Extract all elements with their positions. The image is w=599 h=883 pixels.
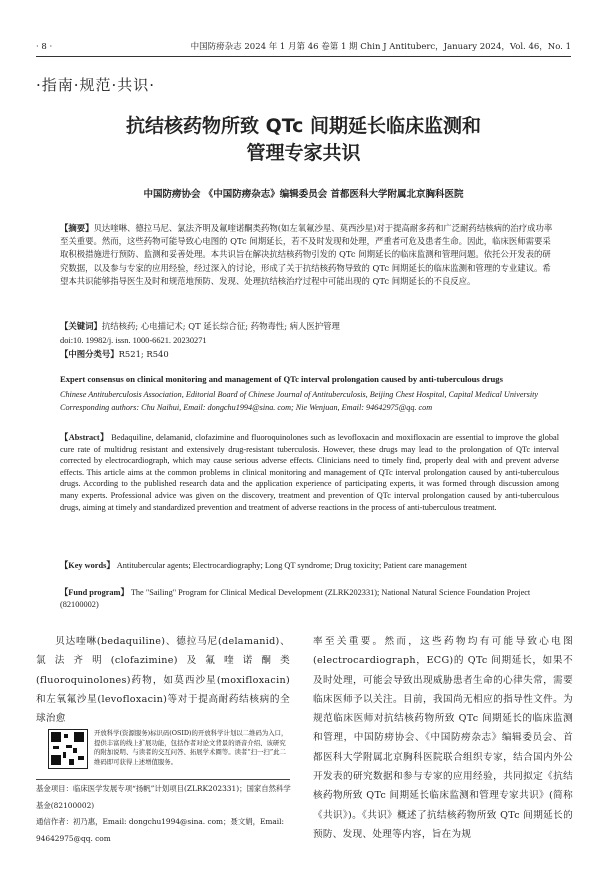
doi[interactable]: doi:10. 19982/j. issn. 1000-6621. 20230271 [60, 336, 207, 345]
header-rule [36, 56, 571, 57]
cn-keywords-label: 【关键词】 [60, 321, 102, 331]
cn-abstract-label: 【摘要】 [60, 223, 94, 233]
en-keywords-text: Antitubercular agents; Electrocardiography; Long QT syndrome; Drug toxicity; Patient care management [116, 561, 467, 570]
body-right-column: 率至关重要。然而，这些药物均有可能导致心电图(electrocardiograph，ECG)的 QTc 间期延长，如果不及时处理，可能会导致出现威胁患者生命的心律失常，需要临床医师予以关注。目前，我国尚无相应的指导性文件。为规范临床医师对抗结核药物所致 QTc 间期延长的临床监测和管理，中国防痨协会、《中国防痨杂志》编辑委员会、首都医科大学附属北京胸科医院联合组织专家，结合国内外公开发表的研究数据和参与专家的应用经验，共同拟定《抗结核药物所致 QTc 间期延长临床监测和管理专家共识》(简称《共识》)。《共识》概述了抗结核药物所致 QTc 间期延长的预防、发现、处理等内容，旨在为规 [313, 636, 573, 840]
en-abstract-label: 【Abstract】 [60, 433, 109, 442]
en-abstract [60, 432, 559, 513]
cn-abstract [60, 222, 559, 288]
page-number: · 8 · [36, 42, 53, 52]
osid-box [36, 729, 292, 771]
cn-keywords [60, 320, 559, 333]
cn-keywords-text: 抗结核药; 心电描记术; QT 延长综合征; 药物毒性; 病人医护管理 [101, 321, 340, 331]
footnote-contact: 通信作者：初乃惠，Email: dongchu1994@sina. com；聂文娟，Email: 94642975@qq. com [36, 817, 285, 843]
column-label: ·指南·规范·共识· [36, 76, 156, 94]
qr-code-icon[interactable] [48, 729, 88, 769]
en-orgs: Chinese Antituberculosis Association, Editorial Board of Chinese Journal of Antituberculosis, Beijing Chest Hospital, Capital Medical University [60, 390, 539, 399]
en-meta [60, 389, 559, 414]
footnote-rule [36, 779, 290, 780]
article-title [36, 113, 571, 167]
en-keywords [60, 560, 559, 572]
journal-info: 中国防痨杂志 2024 年 1 月第 46 卷第 1 期 Chin J Antituberc，January 2024，Vol. 46，No. 1 [190, 42, 571, 52]
en-title: Expert consensus on clinical monitoring and management of QTc interval prolongation caused by anti-tuberculous drugs [60, 374, 503, 384]
cn-class-codes: R521; R540 [118, 349, 169, 359]
cn-class-number [60, 348, 559, 361]
running-header [36, 40, 571, 52]
footnote [36, 781, 292, 847]
cn-class-label: 【中图分类号】 [60, 349, 119, 359]
authors: 中国防痨协会 《中国防痨杂志》编辑委员会 首都医科大学附属北京胸科医院 [143, 189, 464, 200]
title-line-2: 管理专家共识 [246, 142, 361, 164]
en-fund-label: 【Fund program】 [60, 588, 129, 597]
osid-note: 开放科学(资源服务)标识码(OSID)的开放科学计划以二维码为入口，提供丰富的线上扩展功能，包括作者对论文背景的语音介绍、该研究的附加说明、与读者的交互问答、拓展学术圈等。读者“扫一扫”此二维码即可获得上述增值服务。 [94, 729, 288, 766]
cn-abstract-text: 贝达喹啉、德拉马尼、氯法齐明及氟喹诺酮类药物(如左氧氟沙星、莫西沙星)对于提高耐多药和广泛耐药结核病的治疗成功率至关重要。然而，这些药物可能导致心电图的 QTc 间期延长，若不及时发现和处理，严重者可危及患者生命。因此，临床医师需要采取积极措施进行预防、监测和妥善处理。本共识旨在解决抗结核药物引发的 QTc 间期延长的临床监测和管理问题。依托公开发表的研究数据，以及参与专家的应用经验，经过深入的讨论，形成了关于抗结核药物导致的 QTc 间期延长的临床监测和管理的专业建议。希望本共识能够指导医生及时和规范地预防、发现、处理抗结核治疗过程中可能出现的 QTc 间期延长的不良反应。 [60, 223, 553, 286]
body-left-column: 贝达喹啉(bedaquiline)、德拉马尼(delamanid)、氯法齐明(clofazimine)及氟喹诺酮类(fluoroquinolones)药物，如莫西沙星(moxifloxacin)和左氧氟沙星(levofloxacin)等对于提高耐药结核病的全球治愈 [36, 636, 290, 725]
footnote-fund: 基金项目：临床医学发展专项“扬帆”计划项目(ZLRK202331)；国家自然科学基金(82100002) [36, 784, 291, 810]
title-line-1: 抗结核药物所致 QTc 间期延长临床监测和 [125, 115, 482, 137]
en-keywords-label: 【Key words】 [60, 561, 115, 570]
en-fund-text: The "Sailing" Program for Clinical Medical Development (ZLRK202331); National Natural Science Foundation Project (82100002) [60, 588, 531, 609]
en-fund [60, 587, 559, 611]
en-abstract-text: Bedaquiline, delamanid, clofazimine and fluoroquinolones such as levofloxacin and moxifloxacin are essential to improve the global cure rate of multidrug resistant and extensively drug-resistant tuberculosis. However, these drugs may lead to the prolongation of QTc interval corrected by electrocardiograph, which may cause serious adverse effects. Clinicians need to timely find, properly deal with and prevent adverse effects. This article aims at the common problems in clinical monitoring and management of QTc interval prolongation caused by anti-tuberculous drugs. According to the published research data and the application experience of participating experts, it was formed through discussion among many experts. Professional advice was given on the discovery, treatment and prevention of QTc interval prolongation caused by anti-tuberculous drugs, aiming at timely and standardized prevention and treatment of adverse reactions in the process of anti-tuberculous treatment. [60, 433, 560, 512]
en-corresponding: Corresponding authors: Chu Naihui, Email: dongchu1994@sina. com; Nie Wenjuan, Email: 94642975@qq. com [60, 402, 433, 412]
